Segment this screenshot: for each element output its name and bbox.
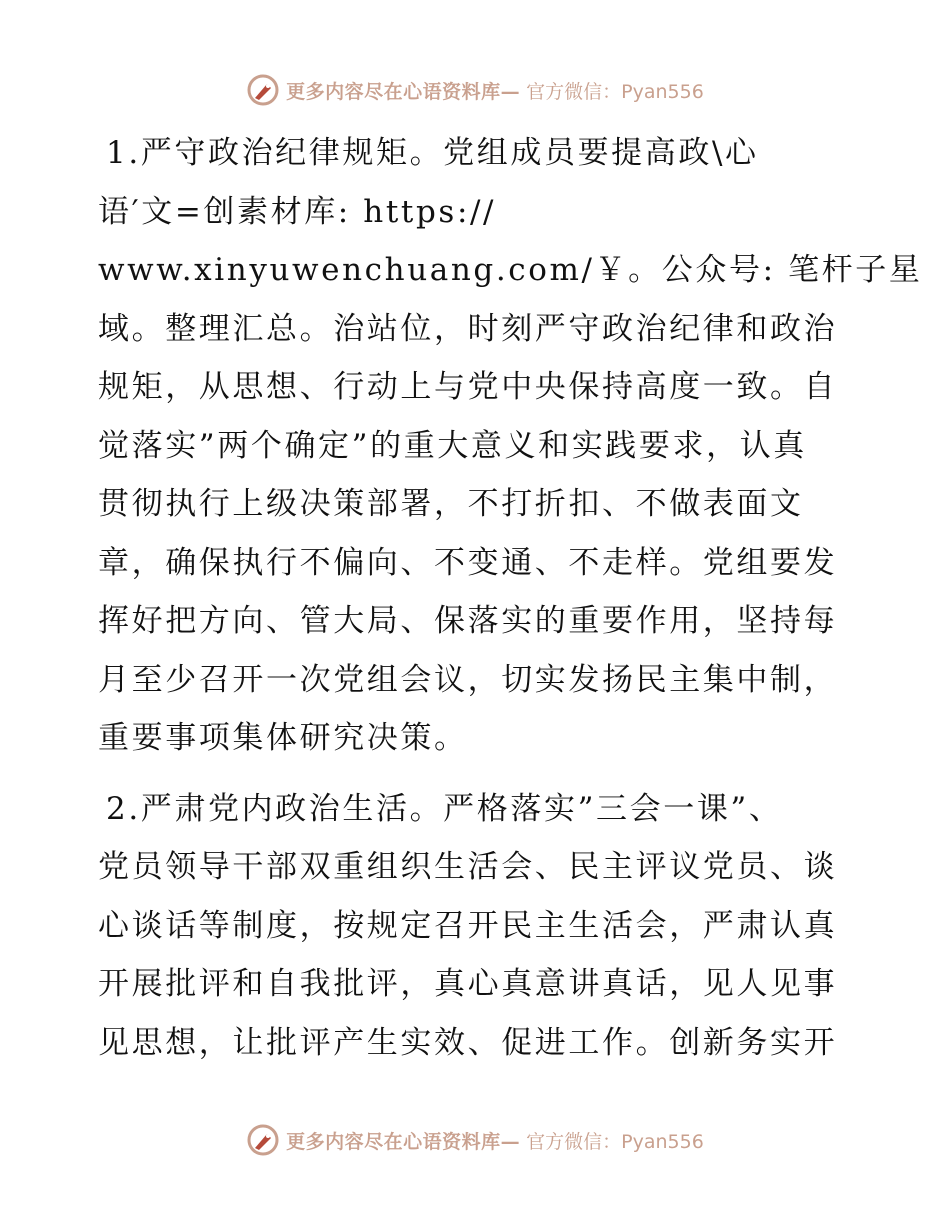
text-line: 挥好把方向、管大局、保落实的重要作用，坚持每 — [98, 603, 838, 639]
text-line: 觉落实”两个确定”的重大意义和实践要求，认真 — [98, 427, 807, 464]
text-line: 党员领导干部双重组织生活会、民主评议党员、谈 — [98, 849, 838, 885]
header-banner — [0, 70, 950, 110]
text-line: 域。整理汇总。治站位，时刻严守政治纪律和政治 — [98, 310, 838, 347]
text-line: 重要事项集体研究决策。 — [98, 720, 468, 756]
text-line: 语′文=创素材库: https:// — [98, 193, 497, 230]
text-line: 规矩，从思想、行动上与党中央保持高度一致。自 — [98, 369, 838, 405]
text-line: 1.严守政治纪律规矩。党组成员要提高政\心 — [106, 135, 759, 171]
pen-nib-circle-icon — [246, 1123, 280, 1157]
footer-site-text: 更多内容尽在心语资料库— — [286, 1130, 521, 1153]
header-site-text: 更多内容尽在心语资料库— — [286, 80, 521, 103]
text-line: 开展批评和自我批评，真心真意讲真话，见人见事 — [98, 966, 838, 1002]
pen-nib-circle-icon — [246, 73, 280, 107]
header-wechat-text: 官方微信：Pyan556 — [526, 80, 704, 103]
paragraph-2 — [98, 780, 858, 1073]
text-line: 月至少召开一次党组会议，切实发扬民主集中制， — [98, 661, 838, 698]
footer-banner — [0, 1120, 950, 1160]
text-line: 心谈话等制度，按规定召开民主生活会，严肃认真 — [98, 907, 838, 944]
text-line: 见思想，让批评产生实效、促进工作。创新务实开 — [98, 1024, 838, 1061]
paragraph-gap — [98, 768, 858, 780]
paragraph-1 — [98, 124, 923, 768]
text-line: 2.严肃党内政治生活。严格落实”三会一课”、 — [106, 790, 783, 827]
footer-wechat-text: 官方微信：Pyan556 — [526, 1130, 704, 1153]
text-line: 贯彻执行上级决策部署，不打折扣、不做表面文 — [98, 486, 804, 522]
document-body — [98, 124, 923, 1072]
text-line: 章，确保执行不偏向、不变通、不走样。党组要发 — [98, 544, 838, 581]
text-line: www.xinyuwenchuang.com/￥。公众号: 笔杆子星 — [98, 252, 923, 288]
